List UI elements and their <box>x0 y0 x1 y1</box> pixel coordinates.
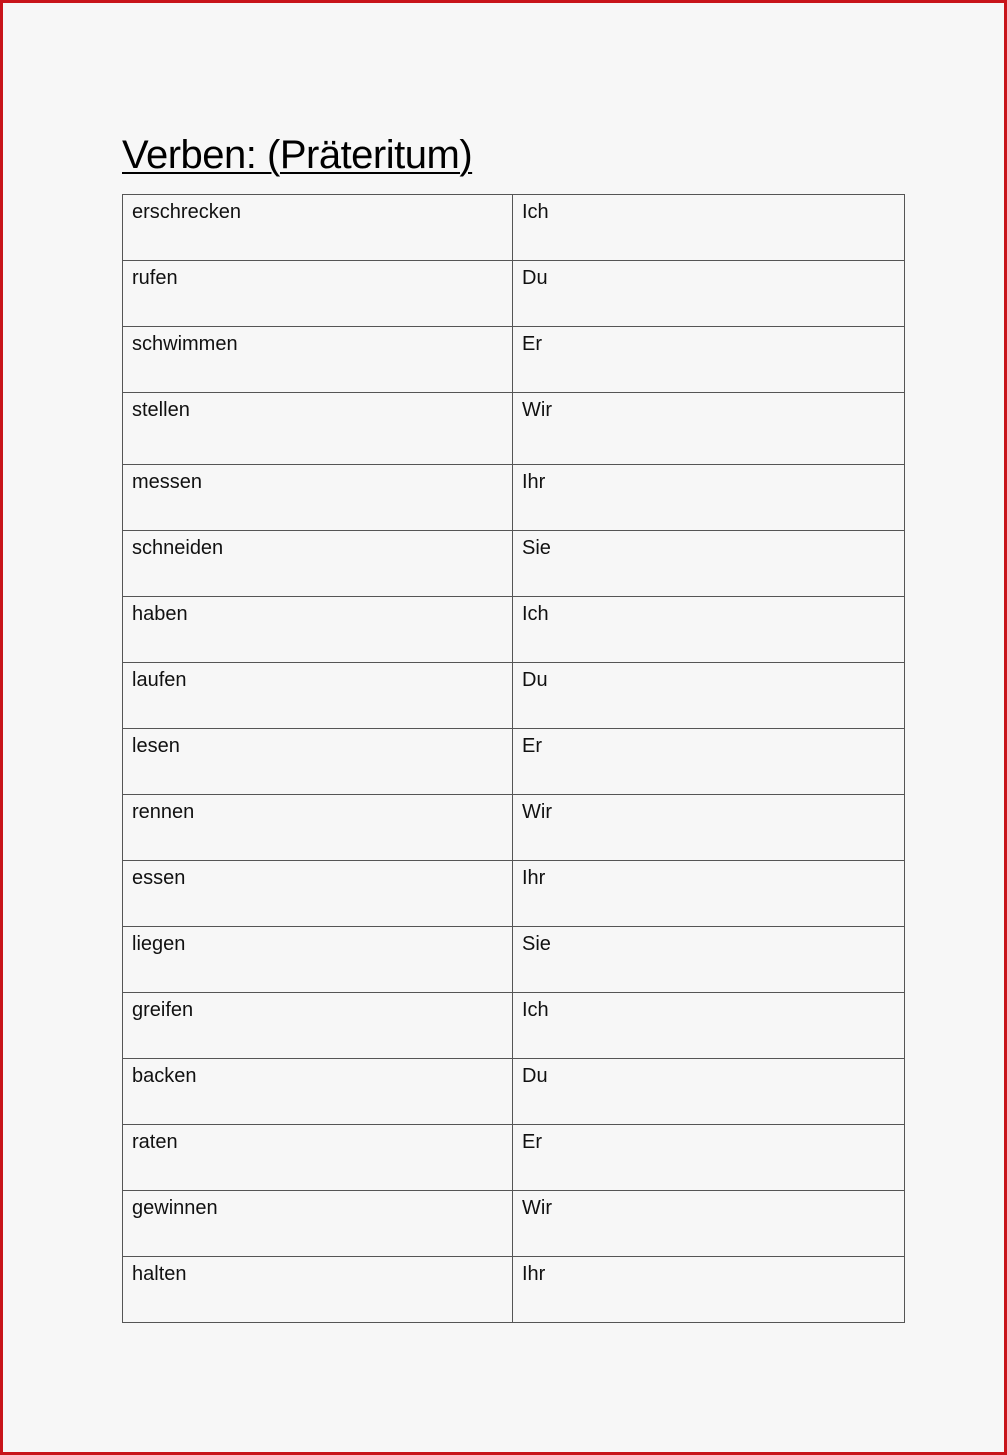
table-row <box>123 195 905 261</box>
verb-cell: essen <box>123 861 513 927</box>
verb-cell: greifen <box>123 993 513 1059</box>
pronoun-cell: Ich <box>513 993 905 1059</box>
verb-cell: lesen <box>123 729 513 795</box>
pronoun-cell: Ihr <box>513 861 905 927</box>
table-row <box>123 465 905 531</box>
table-row <box>123 663 905 729</box>
pronoun-cell: Du <box>513 261 905 327</box>
pronoun-cell: Wir <box>513 393 905 465</box>
verb-cell: rufen <box>123 261 513 327</box>
verb-cell: halten <box>123 1257 513 1323</box>
verb-cell: stellen <box>123 393 513 465</box>
pronoun-cell: Sie <box>513 531 905 597</box>
verb-cell: laufen <box>123 663 513 729</box>
pronoun-cell: Ihr <box>513 1257 905 1323</box>
pronoun-cell: Du <box>513 663 905 729</box>
pronoun-cell: Wir <box>513 795 905 861</box>
pronoun-cell: Sie <box>513 927 905 993</box>
pronoun-cell: Er <box>513 729 905 795</box>
verb-cell: raten <box>123 1125 513 1191</box>
table-row <box>123 327 905 393</box>
pronoun-cell: Ich <box>513 597 905 663</box>
verb-cell: schneiden <box>123 531 513 597</box>
table-row <box>123 1191 905 1257</box>
table-row <box>123 729 905 795</box>
table-row <box>123 795 905 861</box>
table-row <box>123 861 905 927</box>
verb-cell: gewinnen <box>123 1191 513 1257</box>
table-row <box>123 1125 905 1191</box>
table-row <box>123 261 905 327</box>
verb-cell: messen <box>123 465 513 531</box>
pronoun-cell: Wir <box>513 1191 905 1257</box>
verb-cell: liegen <box>123 927 513 993</box>
verb-cell: schwimmen <box>123 327 513 393</box>
table-row <box>123 1059 905 1125</box>
verb-cell: haben <box>123 597 513 663</box>
pronoun-cell: Ich <box>513 195 905 261</box>
verb-table-body <box>123 195 905 1323</box>
table-row <box>123 927 905 993</box>
pronoun-cell: Er <box>513 327 905 393</box>
verb-table <box>122 194 905 1323</box>
table-row <box>123 597 905 663</box>
table-row <box>123 1257 905 1323</box>
table-row <box>123 393 905 465</box>
pronoun-cell: Er <box>513 1125 905 1191</box>
page-title: Verben: (Präteritum) <box>122 133 473 177</box>
table-row <box>123 993 905 1059</box>
verb-cell: erschrecken <box>123 195 513 261</box>
verb-cell: backen <box>123 1059 513 1125</box>
table-row <box>123 531 905 597</box>
pronoun-cell: Du <box>513 1059 905 1125</box>
verb-cell: rennen <box>123 795 513 861</box>
pronoun-cell: Ihr <box>513 465 905 531</box>
